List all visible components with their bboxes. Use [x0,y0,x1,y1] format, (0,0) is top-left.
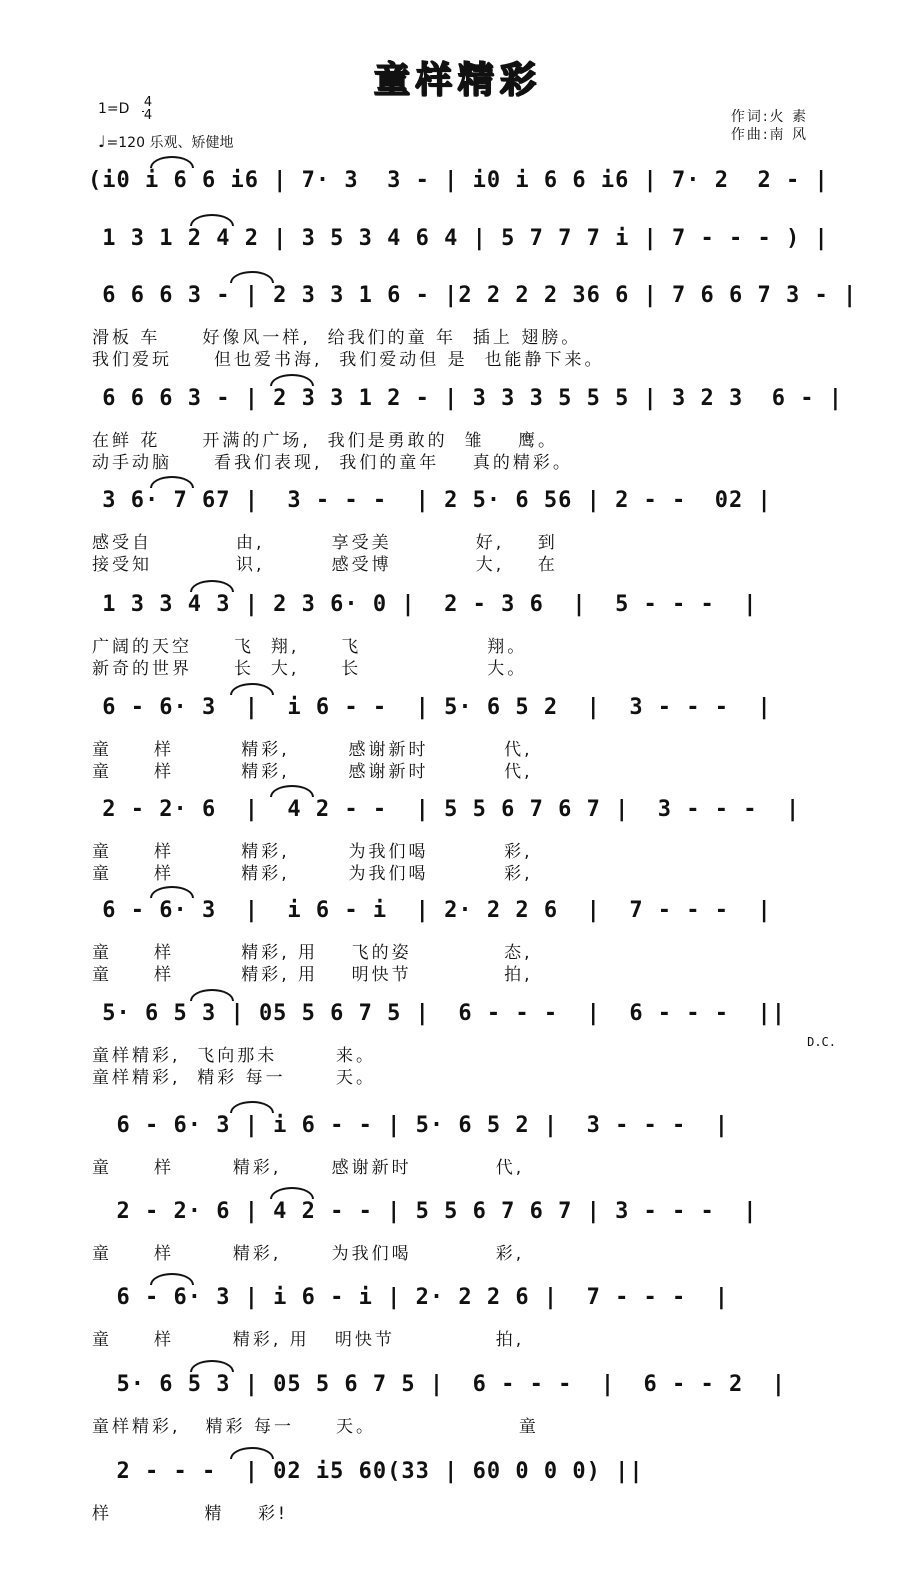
slur-mark [190,214,234,226]
notation-line: 3 6· 7 67 | 3 - - - | 2 5· 6 56 | 2 - - 02 | [88,488,772,513]
notation-line: 5· 6 5 3 | 05 5 6 7 5 | 6 - - - | 6 - - - || [88,1001,787,1026]
lyric-line-verse-1: 感受自 由, 享受美 好, 到 [92,533,558,553]
lyric-line-verse-1: 童 样 精彩, 用 飞的姿 态, [92,943,533,963]
slur-mark [190,989,234,1001]
notation-line: 1 3 3 4 3 | 2 3 6· 0 | 2 - 3 6 | 5 - - - | [88,592,758,617]
slur-mark [190,580,234,592]
slur-mark [150,886,194,898]
time-signature-top: 4 [143,95,153,110]
lyric-line-verse-1: 童 样 精彩, 为我们喝 彩, [92,842,533,862]
slur-mark [270,785,314,797]
slur-mark [150,1273,194,1285]
notation-line: 6 6 6 3 - | 2 3 3 1 2 - | 3 3 3 5 5 5 | 3 2 3 6 - | [88,386,843,411]
lyric-line-verse-2: 童 样 精彩, 感谢新时 代, [92,762,533,782]
lyricist: 作词:火 素 [730,109,808,125]
lyric-line-verse-2: 童 样 精彩, 用 明快节 拍, [92,965,533,985]
lyric-line-verse-2: 童样精彩, 精彩 每一 天。 [92,1068,377,1088]
lyric-line-verse-1: 广阔的天空 飞 翔, 飞 翔。 [92,637,528,657]
slur-mark [270,374,314,386]
notation-line: 1 3 1 2 4 2 | 3 5 3 4 6 4 | 5 7 7 7 i | 7 - - - ) | [88,226,829,251]
slur-mark [270,1187,314,1199]
dc-mark: D.C. [807,1035,836,1049]
slur-mark [150,156,194,168]
notation-line: (i0 i 6 6 i6 | 7· 3 3 - | i0 i 6 6 i6 | 7· 2 2 - | [88,168,829,193]
slur-mark [230,683,274,695]
slur-mark [230,1101,274,1113]
lyric-line-verse-1: 童 样 精彩, 感谢新时 代, [92,740,533,760]
quarter-note-icon: ♩ [98,132,106,151]
song-title: 童样精彩 [373,60,542,101]
lyric-line-verse-1: 童 样 精彩, 为我们喝 彩, [92,1244,525,1264]
composer: 作曲:南 风 [730,127,808,143]
notation-line: 6 6 6 3 - | 2 3 3 1 6 - |2 2 2 2 36 6 | 7 6 6 7 3 - | [88,283,858,308]
notation-line: 6 - 6· 3 | i 6 - i | 2· 2 2 6 | 7 - - - | [88,1285,730,1310]
key-signature: 1=D [98,101,130,117]
tempo-marking [98,133,233,152]
lyric-line-verse-2: 接受知 识, 感受博 大, 在 [92,555,558,575]
notation-line: 5· 6 5 3 | 05 5 6 7 5 | 6 - - - | 6 - - 2 | [88,1372,787,1397]
credits [731,108,808,144]
time-signature [142,96,154,122]
lyric-line-verse-2: 新奇的世界 长 大, 长 大。 [92,659,528,679]
slur-mark [190,1360,234,1372]
notation-line: 2 - - - | 02 i5 60(33 | 60 0 0 0) || [88,1459,644,1484]
lyric-line-verse-2: 我们爱玩 但也爱书海, 我们爱动但 是 也能静下来。 [92,350,605,370]
notation-line: 2 - 2· 6 | 4 2 - - | 5 5 6 7 6 7 | 3 - - - | [88,797,801,822]
notation-line: 6 - 6· 3 | i 6 - - | 5· 6 5 2 | 3 - - - | [88,695,772,720]
notation-line: 2 - 2· 6 | 4 2 - - | 5 5 6 7 6 7 | 3 - - - | [88,1199,758,1224]
time-signature-bottom: 4 [143,108,153,123]
lyric-line-verse-1: 童 样 精彩, 用 明快节 拍, [92,1330,525,1350]
lyric-line-verse-2: 动手动脑 看我们表现, 我们的童年 真的精彩。 [92,453,573,473]
notation-line: 6 - 6· 3 | i 6 - - | 5· 6 5 2 | 3 - - - | [88,1113,730,1138]
slur-mark [150,476,194,488]
tempo-text: =120 乐观、矫健地 [106,135,234,151]
lyric-line-verse-1: 在鲜 花 开满的广场, 我们是勇敢的 雏 鹰。 [92,431,559,451]
slur-mark [230,1447,274,1459]
notation-line: 6 - 6· 3 | i 6 - i | 2· 2 2 6 | 7 - - - | [88,898,772,923]
lyric-line-verse-1: 滑板 车 好像风一样, 给我们的童 年 插上 翅膀。 [92,328,582,348]
lyric-line-verse-1: 童 样 精彩, 感谢新时 代, [92,1158,525,1178]
lyric-line-verse-1: 童样精彩, 飞向那未 来。 [92,1046,377,1066]
lyric-line-verse-1: 样 精 彩! [92,1504,288,1524]
slur-mark [230,271,274,283]
lyric-line-verse-1: 童样精彩, 精彩 每一 天。 童 [92,1417,539,1437]
lyric-line-verse-2: 童 样 精彩, 为我们喝 彩, [92,864,533,884]
